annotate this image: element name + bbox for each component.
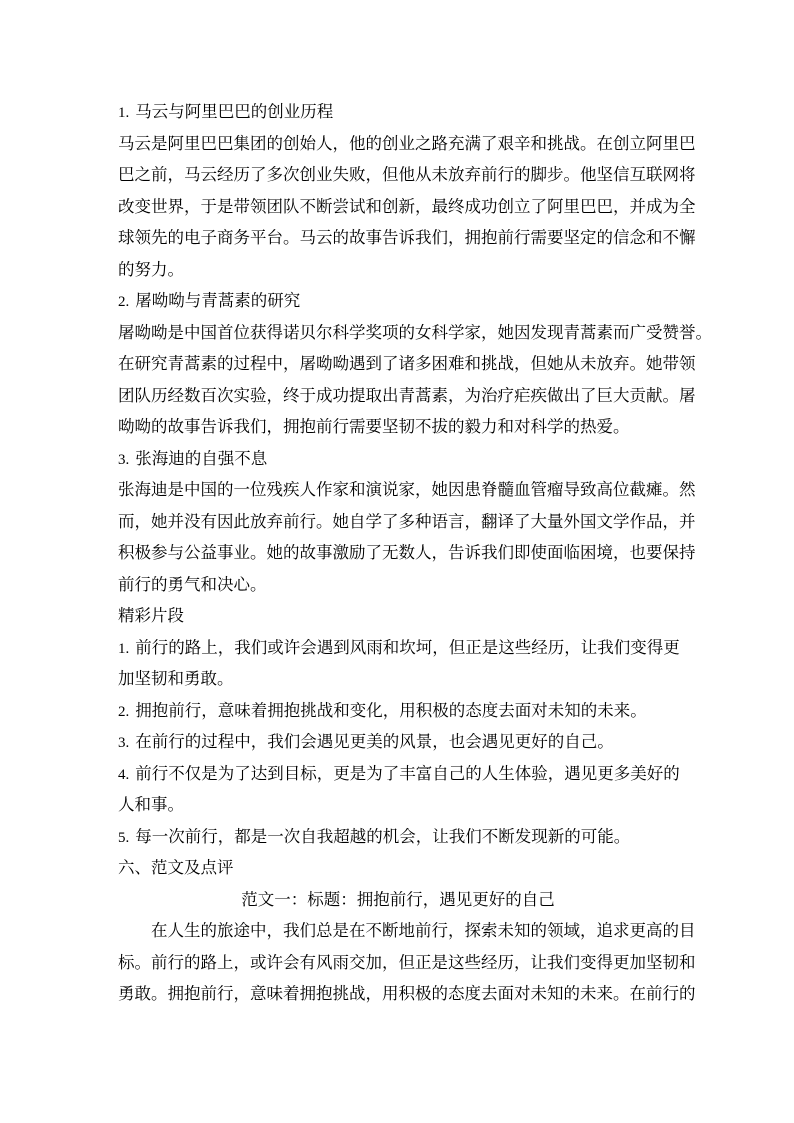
highlight-item-3 xyxy=(118,726,678,758)
highlight-line xyxy=(118,726,678,758)
paragraph-line: 改变世界，于是带领团队不断尝试和创新，最终成功创立了阿里巴巴，并成为全 xyxy=(118,196,696,216)
paragraph-line: 勇敢。拥抱前行，意味着拥抱挑战，用积极的态度去面对未知的未来。在前行的 xyxy=(118,984,696,1003)
section-title: 屠呦呦与青蒿素的研究 xyxy=(135,291,301,310)
paragraph-line: 在研究青蒿素的过程中，屠呦呦遇到了诸多困难和挑战，但她从未放弃。她带领 xyxy=(118,354,696,373)
section-title: 张海迪的自强不息 xyxy=(135,448,268,468)
item-text: 前行不仅是为了达到目标，更是为了丰富自己的人生体验，遇见更多美好的 xyxy=(135,763,680,783)
section-number: 1. xyxy=(118,105,130,121)
item-text: 在前行的过程中，我们会遇见更美的风景，也会遇见更好的自己。 xyxy=(135,732,614,751)
highlight-item-2 xyxy=(118,695,678,727)
item-number: 1. xyxy=(118,640,130,657)
section-heading-3 xyxy=(118,443,678,475)
highlight-line: 人和事。 xyxy=(118,795,184,814)
essay-title: 范文一：标题：拥抱前行，遇见更好的自己 xyxy=(241,889,555,909)
highlight-line: 加坚韧和勇敢。 xyxy=(118,669,234,688)
section-heading-2 xyxy=(118,285,678,317)
item-number: 2. xyxy=(118,703,130,720)
section-title: 马云与阿里巴巴的创业历程 xyxy=(135,102,334,121)
paragraph-line: 张海迪是中国的一位残疾人作家和演说家，她因患脊髓血管瘤导致高位截瘫。然 xyxy=(118,480,696,499)
section-paragraph-2 xyxy=(118,317,712,443)
paragraph-line: 马云是阿里巴巴集团的创始人，他的创业之路充满了艰辛和挑战。在创立阿里巴 xyxy=(118,133,696,153)
item-number: 5. xyxy=(118,829,130,846)
highlight-line xyxy=(118,821,678,853)
highlight-line xyxy=(118,758,678,790)
paragraph-line: 而，她并没有因此放弃前行。她自学了多种语言，翻译了大量外国文学作品，并 xyxy=(118,511,696,531)
paragraph-line: 前行的勇气和决心。 xyxy=(118,574,267,594)
paragraph-line: 团队历经数百次实验，终于成功提取出青蒿素，为治疗疟疾做出了巨大贡献。屠 xyxy=(118,385,696,405)
paragraph-line: 巴之前，马云经历了多次创业失败，但他从未放弃前行的脚步。他坚信互联网将 xyxy=(118,165,696,184)
section-heading-1 xyxy=(118,96,678,128)
section-number: 2. xyxy=(118,294,130,310)
paragraph-line: 标。前行的路上，或许会有风雨交加，但正是这些经历，让我们变得更加坚韧和 xyxy=(118,952,696,972)
highlights-heading: 精彩片段 xyxy=(118,606,184,625)
highlight-item-4 xyxy=(118,758,678,821)
item-text: 前行的路上，我们或许会遇到风雨和坎坷，但正是这些经历，让我们变得更 xyxy=(135,637,680,657)
paragraph-line: 球领先的电子商务平台。马云的故事告诉我们，拥抱前行需要坚定的信念和不懈 xyxy=(118,228,696,247)
item-text: 每一次前行，都是一次自我超越的机会，让我们不断发现新的可能。 xyxy=(135,826,631,846)
highlight-line xyxy=(118,632,678,664)
paragraph-line: 屠呦呦是中国首位获得诺贝尔科学奖项的女科学家，她因发现青蒿素而广受赞誉。 xyxy=(118,322,712,342)
highlight-item-1 xyxy=(118,632,678,695)
highlight-item-5 xyxy=(118,821,678,853)
paragraph-line: 呦呦的故事告诉我们，拥抱前行需要坚韧不拔的毅力和对科学的热爱。 xyxy=(118,417,630,436)
essay-paragraph xyxy=(118,915,696,1010)
document-page xyxy=(118,96,712,1010)
item-number: 3. xyxy=(118,735,130,751)
section-paragraph-1 xyxy=(118,128,696,286)
item-number: 4. xyxy=(118,766,130,783)
essay-section-heading: 六、范文及点评 xyxy=(118,858,234,877)
item-text: 拥抱前行，意味着拥抱挑战和变化，用积极的态度去面对未知的未来。 xyxy=(135,700,647,720)
section-paragraph-3 xyxy=(118,474,696,600)
paragraph-line: 在人生的旅途中，我们总是在不断地前行，探索未知的领域，追求更高的目 xyxy=(151,921,696,940)
paragraph-line: 的努力。 xyxy=(118,259,184,279)
paragraph-line: 积极参与公益事业。她的故事激励了无数人，告诉我们即使面临困境，也要保持 xyxy=(118,543,696,562)
section-number: 3. xyxy=(118,451,130,468)
highlight-line xyxy=(118,695,678,727)
